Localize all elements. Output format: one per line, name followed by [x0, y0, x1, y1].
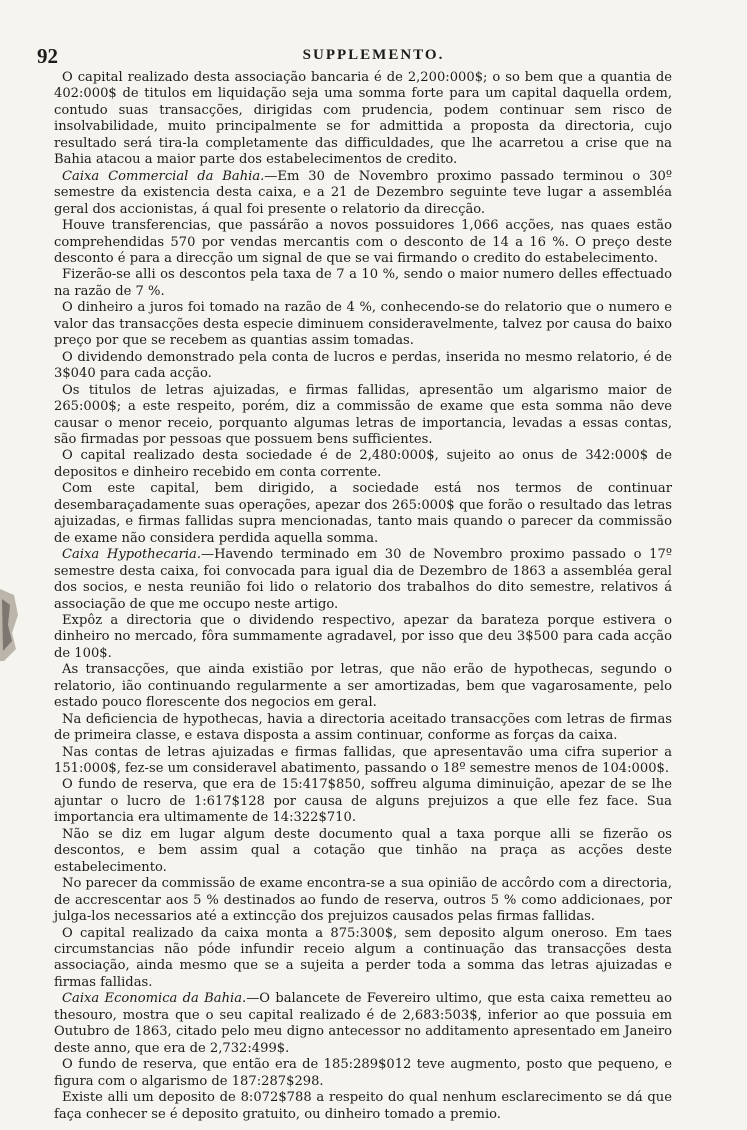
section-title: Caixa Commercial da Bahia.	[62, 168, 265, 184]
paragraph: Com este capital, bem dirigido, a sociedade está nos termos de continuar desembaraçadamente suas operações, apezar dos 265:000$ que forão o resultado das letras ajuizadas, e firmas fallidas supra mencionadas, tanto mais quando o parecer da commissão de exame não considera perdida aquella somma.	[54, 481, 672, 546]
paragraph: O fundo de reserva, que então era de 185:289$012 teve augmento, posto que pequeno, e figura com o algarismo de 187:287$298.	[54, 1057, 672, 1089]
paragraph: Caixa Commercial da Bahia.—Em 30 de Novembro proximo passado terminou o 30º semestre da existencia desta caixa, e a 21 de Dezembro seguinte teve lugar a assembléa geral dos accionistas, á qual foi presente o relatorio da direcção.	[54, 168, 672, 217]
margin-stain-decoration	[0, 585, 22, 663]
paragraph: Houve transferencias, que passárão a novos possuidores 1,066 acções, nas quaes estão comprehendidas 570 por vendas mercantis com o desconto de 14 a 16 %. O preço deste desconto é para a direcção um signal de que se vai firmando o credito do estabelecimento.	[54, 218, 672, 266]
section-title: Caixa Hypothecaria.	[62, 547, 201, 563]
paragraph: O capital realizado desta associação bancaria é de 2,200:000$; o so bem que a quantia de 402:000$ de titulos em liquidação seja uma somma forte para um capital daquella ordem, contudo suas transacções, dirigidas com prudencia, podem continuar sem risco de insolvabilidade, muito principalmente se for admittida a proposta da directoria, cujo resultado será tira-la completamente das difficuldades, que lhe acarretou a crise que na Bahia atacou a maior parte dos estabelecimentos de credito.	[54, 70, 672, 168]
paragraph: Na deficiencia de hypothecas, havia a directoria aceitado transacções com letras de firmas de primeira classe, e estava disposta a assim continuar, conforme as forças da caixa.	[54, 711, 672, 744]
paragraph: Existe alli um deposito de 8:072$788 a respeito do qual nenhum esclarecimento se dá que faça conhecer se é deposito gratuito, ou dinheiro tomado a premio.	[54, 1090, 672, 1122]
paragraph: O fundo de reserva, que era de 15:417$850, soffreu alguma diminuição, apezar de se lhe ajuntar o lucro de 1:617$128 por causa de alguns prejuizos a que elle fez face. Sua importancia era ultimamente de 14:322$710.	[54, 777, 672, 826]
paragraph: Expôz a directoria que o dividendo respectivo, apezar da barateza porque estivera o dinheiro no mercado, fôra summamente agradavel, por isso que deu 3$500 para cada acção de 100$.	[54, 612, 672, 661]
paragraph: Caixa Hypothecaria.—Havendo terminado em 30 de Novembro proximo passado o 17º semestre desta caixa, foi convocada para igual dia de Dezembro de 1863 a assembléa geral dos socios, e nesta reunião foi lido o relatorio dos trabalhos do dito semestre, relativos á associação de que me occupo neste artigo.	[54, 547, 672, 612]
paragraph: As transacções, que ainda existião por letras, que não erão de hypothecas, segundo o relatorio, ião continuando regularmente a ser amortizadas, bem que vagarosamente, pelo estado pouco florescente dos negocios em geral.	[54, 662, 672, 711]
page-number: 92	[37, 44, 58, 68]
running-title: SUPPLEMENTO.	[302, 47, 445, 63]
paragraph: O capital realizado desta sociedade é de 2,480:000$, sujeito ao onus de 342:000$ de depositos e dinheiro recebido em conta corrente.	[54, 448, 672, 480]
paragraph: O dividendo demonstrado pela conta de lucros e perdas, inserida no mesmo relatorio, é de 3$040 para cada acção.	[54, 349, 672, 382]
paragraph: O dinheiro a juros foi tomado na razão de 4 %, conhecendo-se do relatorio que o numero e valor das transacções desta especie diminuem consideravelmente, talvez por causa do baixo preço por que se recebem as quantias assim tomadas.	[54, 300, 672, 349]
paragraph: Os titulos de letras ajuizadas, e firmas fallidas, apresentão um algarismo maior de 265:000$; a este respeito, porém, diz a commissão de exame que esta somma não deve causar o menor receio, porquanto algumas letras de importancia, levadas a essas contas, são firmadas por pessoas que possuem bens sufficientes.	[54, 382, 672, 447]
paragraph: No parecer da commissão de exame encontra-se a sua opinião de accôrdo com a directoria, de accrescentar aos 5 % destinados ao fundo de reserva, outros 5 % como addicionaes, por julga-los necessarios até a extincção dos prejuizos causados pelas firmas fallidas.	[54, 876, 672, 925]
paragraph: Não se diz em lugar algum deste documento qual a taxa porque alli se fizerão os descontos, e bem assim qual a cotação que tinhão na praça as acções deste estabelecimento.	[54, 826, 672, 875]
paragraph: Fizerão-se alli os descontos pela taxa de 7 a 10 %, sendo o maior numero delles effectuado na razão de 7 %.	[54, 267, 672, 299]
paragraph: Nas contas de letras ajuizadas e firmas fallidas, que apresentavão uma cifra superior a 151:000$, fez-se um consideravel abatimento, passando o 18º semestre menos de 104:000$.	[54, 744, 672, 777]
section-title: Caixa Economica da Bahia.	[62, 991, 247, 1007]
article-body	[54, 70, 672, 1123]
paragraph: Caixa Economica da Bahia.—O balancete de Fevereiro ultimo, que esta caixa remetteu ao thesouro, mostra que o seu capital realizado é de 2,683:503$, inferior ao que possuia em Outubro de 1863, citado pelo meu digno antecessor no additamento apresentado em Janeiro deste anno, que era de 2,732:499$.	[54, 991, 672, 1056]
paragraph: O capital realizado da caixa monta a 875:300$, sem deposito algum oneroso. Em taes circumstancias não póde infundir receio algum a continuação das transacções desta associação, ainda mesmo que se a sujeita a perder toda a somma das letras ajuizadas e firmas fallidas.	[54, 925, 672, 990]
